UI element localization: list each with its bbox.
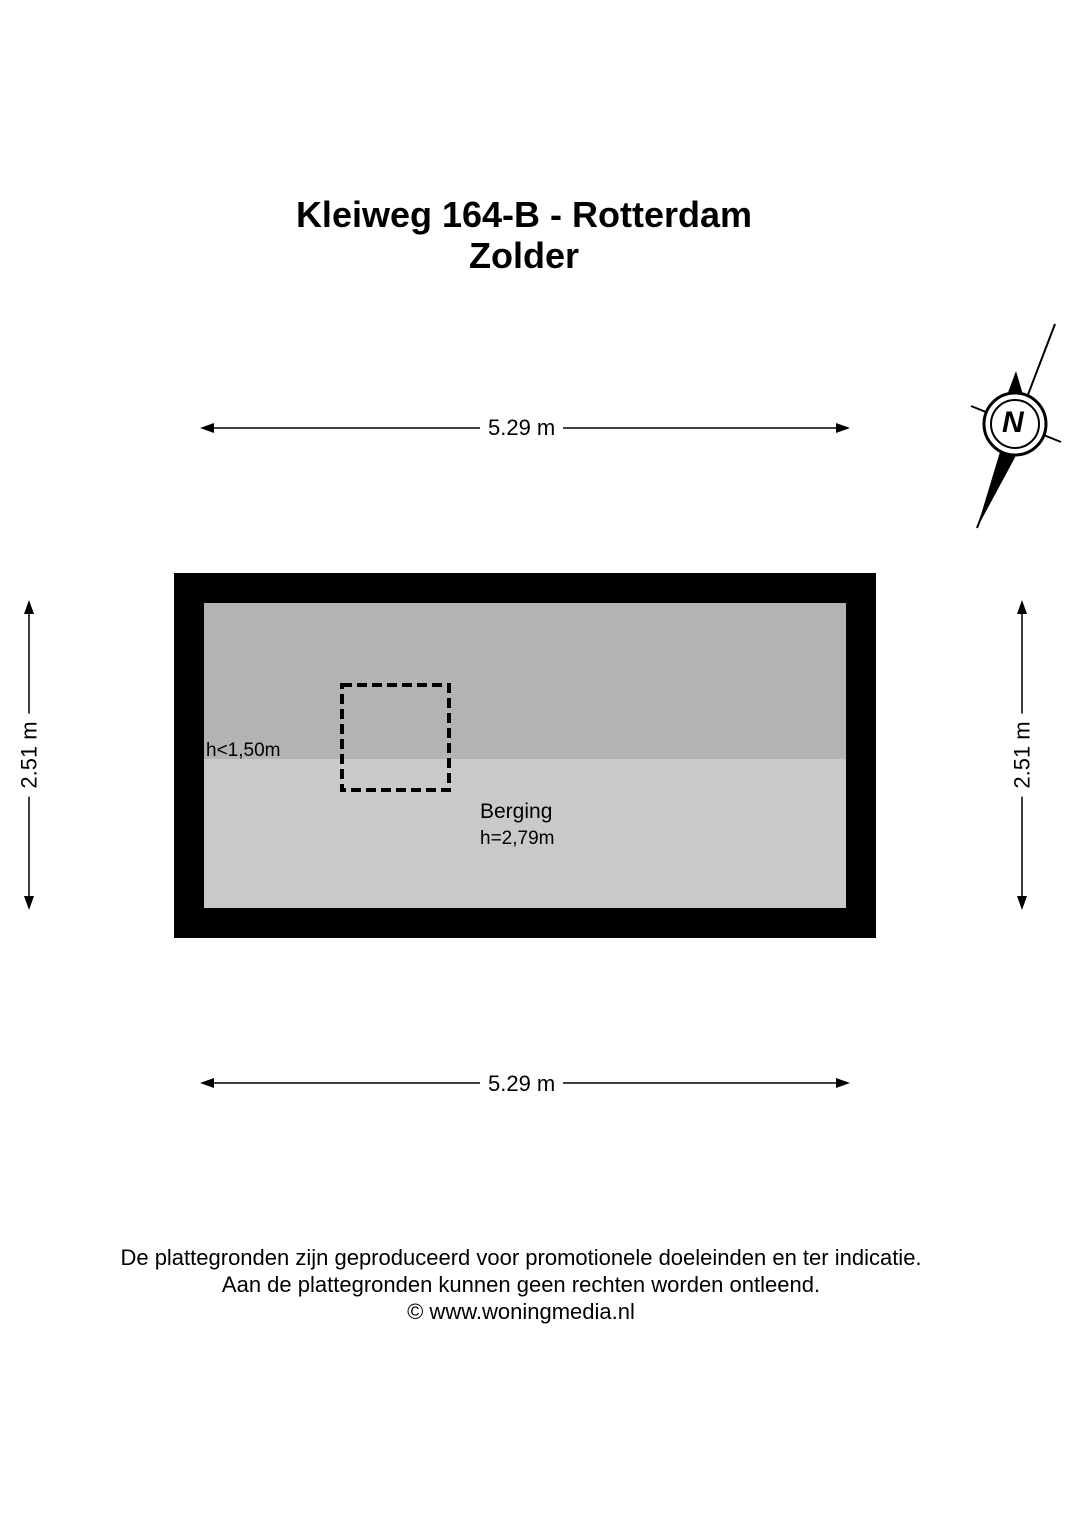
low-ceiling-zone (204, 603, 846, 759)
right-height-label: 2.51 m (1010, 713, 1036, 796)
room-name: Berging (480, 800, 553, 823)
copyright-line: © www.woningmedia.nl (407, 1299, 635, 1324)
compass-north-label: N (1002, 406, 1024, 439)
plan-title: Kleiweg 164-B - Rotterdam (295, 194, 753, 235)
top-width-label: 5.29 m (480, 415, 563, 441)
disclaimer-line-1: De plattegronden zijn geproduceerd voor promotionele doeleinden en ter indicatie. (120, 1245, 922, 1270)
floor-name: Zolder (468, 235, 579, 276)
disclaimer-line-2: Aan de plattegronden kunnen geen rechten worden ontleend. (221, 1272, 821, 1297)
left-height-label: 2.51 m (17, 713, 43, 796)
low-ceiling-label: h<1,50m (206, 740, 281, 761)
room-height: h=2,79m (480, 828, 555, 849)
bottom-width-label: 5.29 m (480, 1071, 563, 1097)
roof-hatch (338, 681, 454, 795)
